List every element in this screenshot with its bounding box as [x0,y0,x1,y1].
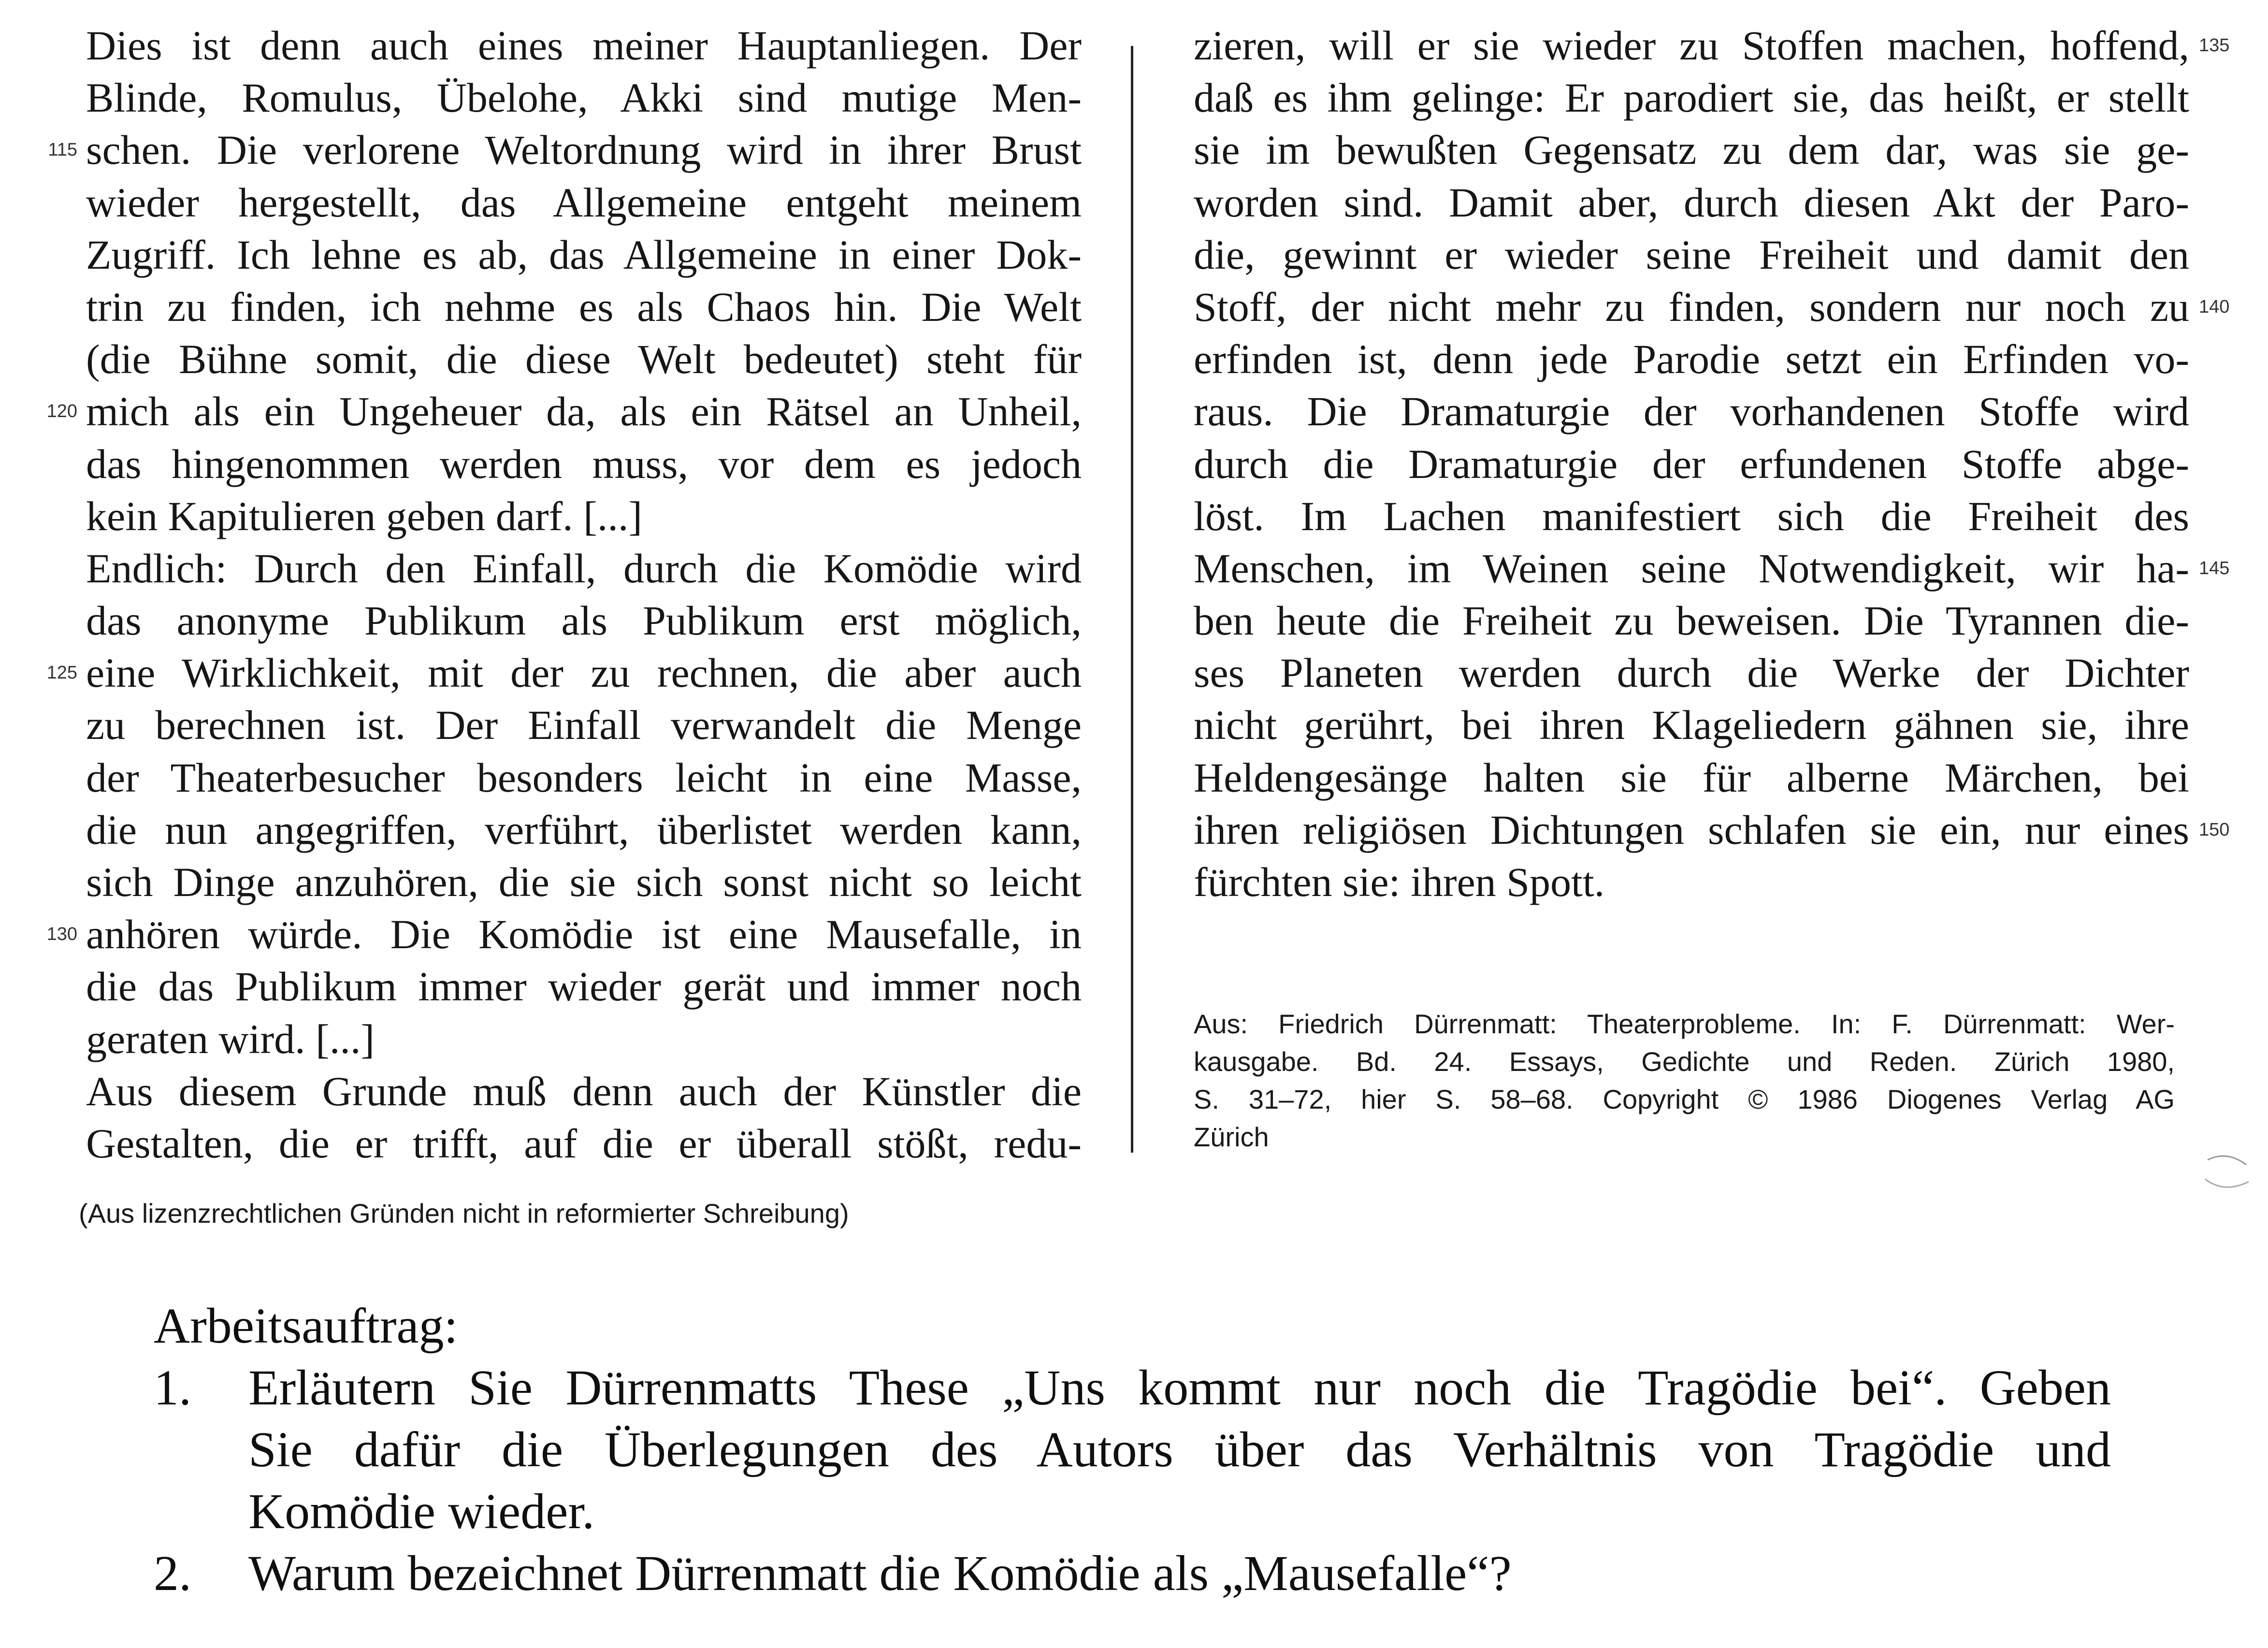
text-line: mich als ein Ungeheuer da, als ein Rätsel an Unheil, [86,388,1082,435]
assignment-section [154,1295,2111,1605]
text-line: ben heute die Freiheit zu beweisen. Die Tyrannen die- [1194,597,2189,644]
assignment-text-line: Komödie wieder. [248,1484,595,1539]
text-line: ses Planeten werden durch die Werke der Dichter [1194,650,2189,696]
text-line: schen. Die verlorene Weltordnung wird in ihrer Brust [86,127,1082,173]
text-line: (die Bühne somit, die diese Welt bedeutet) steht für [86,336,1082,383]
assignment-number: 2. [154,1546,191,1601]
text-line: ihren religiösen Dichtungen schlafen sie ein, nur eines [1194,806,2189,853]
text-line: daß es ihm gelinge: Er parodiert sie, das heißt, er stellt [1194,74,2189,121]
line-number: 120 [46,401,77,422]
text-line: das hingenommen werden muss, vor dem es jedoch [86,440,1082,487]
text-line: sich Dinge anzuhören, die sie sich sonst nicht so leicht [86,859,1082,905]
line-number: 115 [48,140,77,160]
text-line: zieren, will er sie wieder zu Stoffen machen, hoffend, [1194,22,2189,69]
text-line: raus. Die Dramaturgie der vorhandenen Stoffe wird [1194,388,2189,435]
scan-smudge-icon [2198,1141,2256,1199]
assignment-text-line: Erläutern Sie Dürrenmatts These „Uns kommt nur noch die Tragödie bei“. Geben [248,1360,2111,1416]
text-line: Dies ist denn auch eines meiner Hauptanliegen. Der [86,22,1082,69]
spelling-note: (Aus lizenzrechtlichen Gründen nicht in reformierter Schreibung) [79,1198,849,1229]
text-line: trin zu finden, ich nehme es als Chaos hin. Die Welt [86,283,1082,330]
text-line: worden sind. Damit aber, durch diesen Akt der Paro- [1194,179,2189,226]
text-line: Stoff, der nicht mehr zu finden, sondern nur noch zu [1194,283,2189,330]
source-line: Aus: Friedrich Dürrenmatt: Theaterprobleme. In: F. Dürrenmatt: Wer- [1194,1009,2175,1039]
text-line: eine Wirklichkeit, mit der zu rechnen, die aber auch [86,650,1082,696]
text-line: löst. Im Lachen manifestiert sich die Freiheit des [1194,492,2189,539]
line-number: 130 [46,924,77,945]
text-line: wieder hergestellt, das Allgemeine entgeht meinem [86,179,1082,226]
text-line: sie im bewußten Gegensatz zu dem dar, was sie ge- [1194,127,2189,173]
text-line: nicht gerührt, bei ihren Klageliedern gähnen sie, ihre [1194,702,2189,749]
text-line: geraten wird. [...] [86,1015,375,1062]
text-line: Endlich: Durch den Einfall, durch die Komödie wird [86,545,1082,592]
assignment-text-line: Warum bezeichnet Dürrenmatt die Komödie als „Mausefalle“? [248,1546,1512,1601]
text-line: Aus diesem Grunde muß denn auch der Künstler die [86,1068,1082,1114]
text-line: durch die Dramaturgie der erfundenen Stoffe abge- [1194,440,2189,487]
source-line: S. 31–72, hier S. 58–68. Copyright © 1986 Diogenes Verlag AG [1194,1084,2175,1114]
column-divider [1131,46,1133,1153]
assignment-item [154,1543,2111,1605]
assignment-text-line: Sie dafür die Überlegungen des Autors über das Verhältnis von Tragödie und [248,1422,2111,1477]
assignment-number: 1. [154,1360,191,1416]
text-line: fürchten sie: ihren Spott. [1194,859,1605,905]
line-number: 125 [46,663,77,683]
text-line: Blinde, Romulus, Übelohe, Akki sind mutige Men- [86,74,1082,121]
assignment-item [154,1357,2111,1543]
text-line: das anonyme Publikum als Publikum erst möglich, [86,597,1082,644]
text-line: Zugriff. Ich lehne es ab, das Allgemeine in einer Dok- [86,231,1082,278]
text-line: Gestalten, die er trifft, auf die er überall stößt, redu- [86,1120,1082,1167]
assignment-heading: Arbeitsauftrag: [154,1298,458,1354]
line-number: 140 [2199,297,2230,317]
text-line: anhören würde. Die Komödie ist eine Mausefalle, in [86,911,1082,958]
source-line: kausgabe. Bd. 24. Essays, Gedichte und Reden. Zürich 1980, [1194,1046,2175,1077]
line-number: 145 [2199,558,2230,578]
text-line: die, gewinnt er wieder seine Freiheit und damit den [1194,231,2189,278]
text-line: die nun angegriffen, verführt, überlistet werden kann, [86,806,1082,853]
source-line: Zürich [1194,1122,1269,1152]
right-text-column [1194,19,2230,908]
text-line: zu berechnen ist. Der Einfall verwandelt die Menge [86,702,1082,749]
line-number: 150 [2199,820,2230,840]
text-line: der Theaterbesucher besonders leicht in eine Masse, [86,754,1082,801]
line-number: 135 [2199,35,2230,56]
text-line: Heldengesänge halten sie für alberne Märchen, bei [1194,754,2189,801]
text-line: kein Kapitulieren geben darf. [...] [86,492,642,539]
text-line: Menschen, im Weinen seine Notwendigkeit, wir ha- [1194,545,2189,592]
left-text-column [46,19,1082,1170]
source-citation [1194,1005,2175,1156]
text-line: erfinden ist, denn jede Parodie setzt ein Erfinden vo- [1194,336,2189,383]
text-line: die das Publikum immer wieder gerät und immer noch [86,963,1082,1010]
